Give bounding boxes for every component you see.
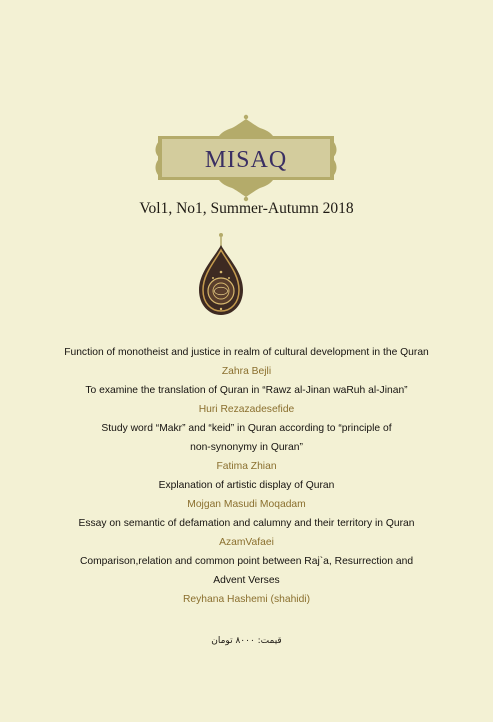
table-of-contents (20, 343, 473, 609)
article-title: Explanation of artistic display of Quran (158, 480, 335, 491)
medallion-icon (199, 233, 243, 315)
article-entry (20, 381, 473, 419)
article-title: Function of monotheist and justice in realm of cultural development in the Quran (64, 347, 429, 358)
article-entry (20, 552, 473, 609)
article-author: Mojgan Masudi Moqadam (187, 499, 306, 510)
article-author: Zahra Bejli (221, 366, 272, 377)
article-title: To examine the translation of Quran in “Rawz al-Jinan waRuh al-Jinan” (85, 385, 408, 396)
article-entry (20, 343, 473, 381)
volume-issue: Vol1, No1, Summer-Autumn 2018 (139, 200, 354, 217)
article-entry (20, 514, 473, 552)
article-title-continued: non-synonymy in Quran” (190, 442, 303, 453)
price-label: قیمت: ۸۰۰۰ تومان (211, 636, 282, 646)
article-author: Reyhana Hashemi (shahidi) (182, 594, 311, 605)
article-author: AzamVafaei (219, 537, 274, 548)
article-author: Fatima Zhian (216, 461, 277, 472)
article-title: Study word “Makr” and “keid” in Quran according to “principle of (101, 423, 392, 434)
article-entry (20, 419, 473, 476)
article-entry (20, 476, 473, 514)
article-title: Comparison,relation and common point between Raj`a, Resurrection and (79, 556, 414, 567)
journal-title: MISAQ (204, 146, 288, 173)
article-title-continued: Advent Verses (213, 575, 280, 586)
article-title: Essay on semantic of defamation and calumny and their territory in Quran (78, 518, 415, 529)
article-author: Huri Rezazadesefide (198, 404, 295, 415)
